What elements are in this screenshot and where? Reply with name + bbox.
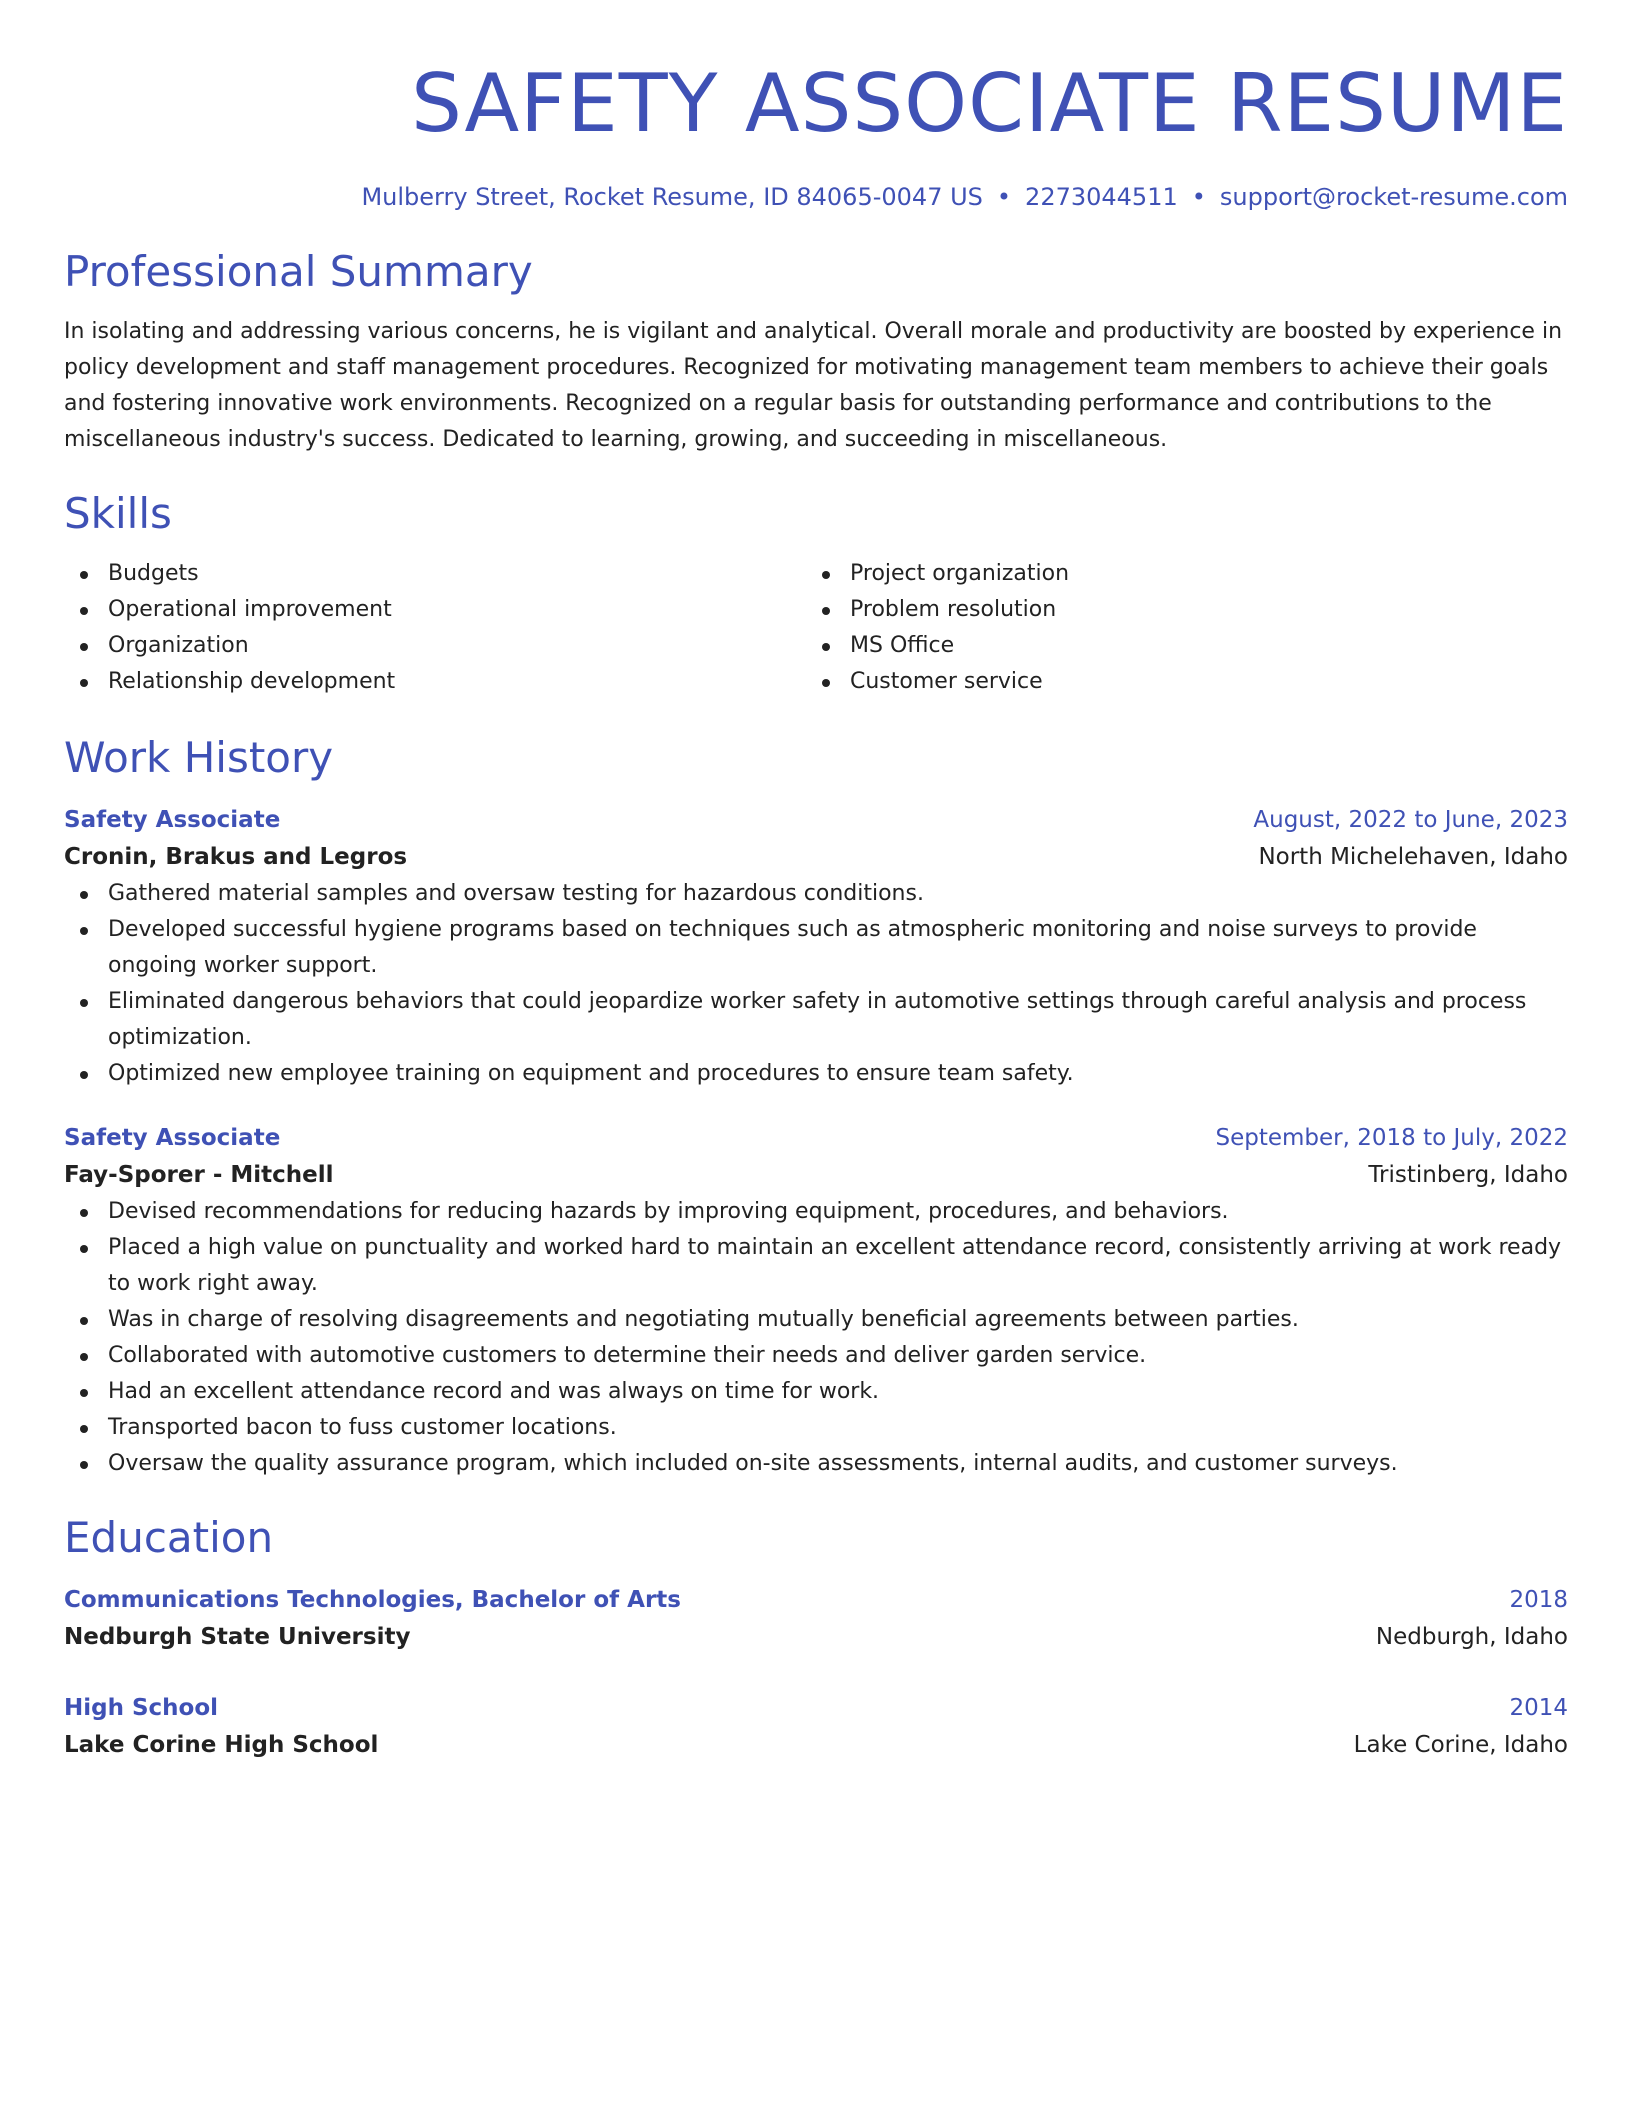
job-title: Safety Associate: [64, 1125, 281, 1151]
education-degree: High School: [64, 1695, 219, 1721]
education-year: 2018: [1509, 1587, 1568, 1613]
job-bullets: [64, 1194, 1568, 1482]
resume-page: [64, 50, 1568, 1764]
job-location: North Michelehaven, Idaho: [1258, 844, 1568, 870]
resume-title: SAFETY ASSOCIATE RESUME: [411, 57, 1568, 150]
job-bullet: Was in charge of resolving disagreements and negotiating mutually beneficial agreements between parties.: [64, 1302, 1568, 1338]
education-school: Nedburgh State University: [64, 1624, 411, 1650]
job-bullets: [64, 876, 1568, 1092]
skills-column-right: [806, 556, 1548, 700]
job-bullet: Optimized new employee training on equipment and procedures to ensure team safety.: [64, 1056, 1568, 1092]
skill-item: Customer service: [806, 664, 1548, 700]
job-bullet: Gathered material samples and oversaw testing for hazardous conditions.: [64, 876, 1568, 912]
contact-address: Mulberry Street, Rocket Resume, ID 84065-0047 US: [361, 183, 983, 211]
job-dates: September, 2018 to July, 2022: [1215, 1125, 1568, 1151]
skill-item: MS Office: [806, 628, 1548, 664]
job-bullet: Oversaw the quality assurance program, which included on-site assessments, internal audits, and customer surveys.: [64, 1446, 1568, 1482]
skill-item: Relationship development: [64, 664, 806, 700]
education-entry: [64, 1690, 1568, 1764]
education-year: 2014: [1509, 1695, 1568, 1721]
contact-line: [64, 180, 1568, 214]
skills-grid: [64, 556, 1568, 700]
summary-section: [64, 244, 1568, 458]
job-title: Safety Associate: [64, 807, 281, 833]
work-history-section: [64, 730, 1568, 1482]
job-location: Tristinberg, Idaho: [1368, 1162, 1568, 1188]
education-degree: Communications Technologies, Bachelor of Arts: [64, 1587, 681, 1613]
education-school: Lake Corine High School: [64, 1732, 379, 1758]
job-entry: [64, 802, 1568, 1092]
job-company: Fay-Sporer - Mitchell: [64, 1162, 334, 1188]
education-location: Nedburgh, Idaho: [1375, 1624, 1568, 1650]
job-dates: August, 2022 to June, 2023: [1253, 807, 1568, 833]
skill-item: Organization: [64, 628, 806, 664]
contact-separator: •: [996, 183, 1012, 211]
contact-email: support@rocket-resume.com: [1219, 183, 1568, 211]
skill-item: Budgets: [64, 556, 806, 592]
work-history-heading: Work History: [64, 733, 334, 782]
education-entry: [64, 1582, 1568, 1656]
summary-heading: Professional Summary: [64, 247, 533, 296]
contact-separator: •: [1191, 183, 1206, 211]
job-bullet: Eliminated dangerous behaviors that could jeopardize worker safety in automotive settings through careful analysis and process optimization.: [64, 984, 1568, 1056]
job-bullet: Transported bacon to fuss customer locations.: [64, 1410, 1568, 1446]
education-location: Lake Corine, Idaho: [1353, 1732, 1568, 1758]
job-bullet: Collaborated with automotive customers to determine their needs and deliver garden service.: [64, 1338, 1568, 1374]
education-section: [64, 1510, 1568, 1764]
job-bullet: Placed a high value on punctuality and worked hard to maintain an excellent attendance record, consistently arriving at work ready to work right away.: [64, 1230, 1568, 1302]
skill-item: Operational improvement: [64, 592, 806, 628]
summary-text: In isolating and addressing various concerns, he is vigilant and analytical. Overall morale and productivity are boosted by experience in policy development and staff management procedures. Recognized for motivating management team members to achieve their goals and fostering innovative work environments. Recognized on a regular basis for outstanding performance and contributions to the miscellaneous industry's success. Dedicated to learning, growing, and succeeding in miscellaneous.: [64, 319, 1563, 452]
job-bullet: Developed successful hygiene programs based on techniques such as atmospheric monitoring and noise surveys to provide ongoing worker support.: [64, 912, 1568, 984]
education-heading: Education: [64, 1513, 274, 1562]
skills-heading: Skills: [64, 489, 172, 538]
job-entry: [64, 1120, 1568, 1482]
skills-column-left: [64, 556, 806, 700]
contact-phone: 2273044511: [1025, 183, 1178, 211]
job-bullet: Devised recommendations for reducing hazards by improving equipment, procedures, and behaviors.: [64, 1194, 1568, 1230]
skill-item: Project organization: [806, 556, 1548, 592]
skill-item: Problem resolution: [806, 592, 1548, 628]
skills-section: [64, 486, 1568, 700]
job-company: Cronin, Brakus and Legros: [64, 844, 408, 870]
job-bullet: Had an excellent attendance record and was always on time for work.: [64, 1374, 1568, 1410]
